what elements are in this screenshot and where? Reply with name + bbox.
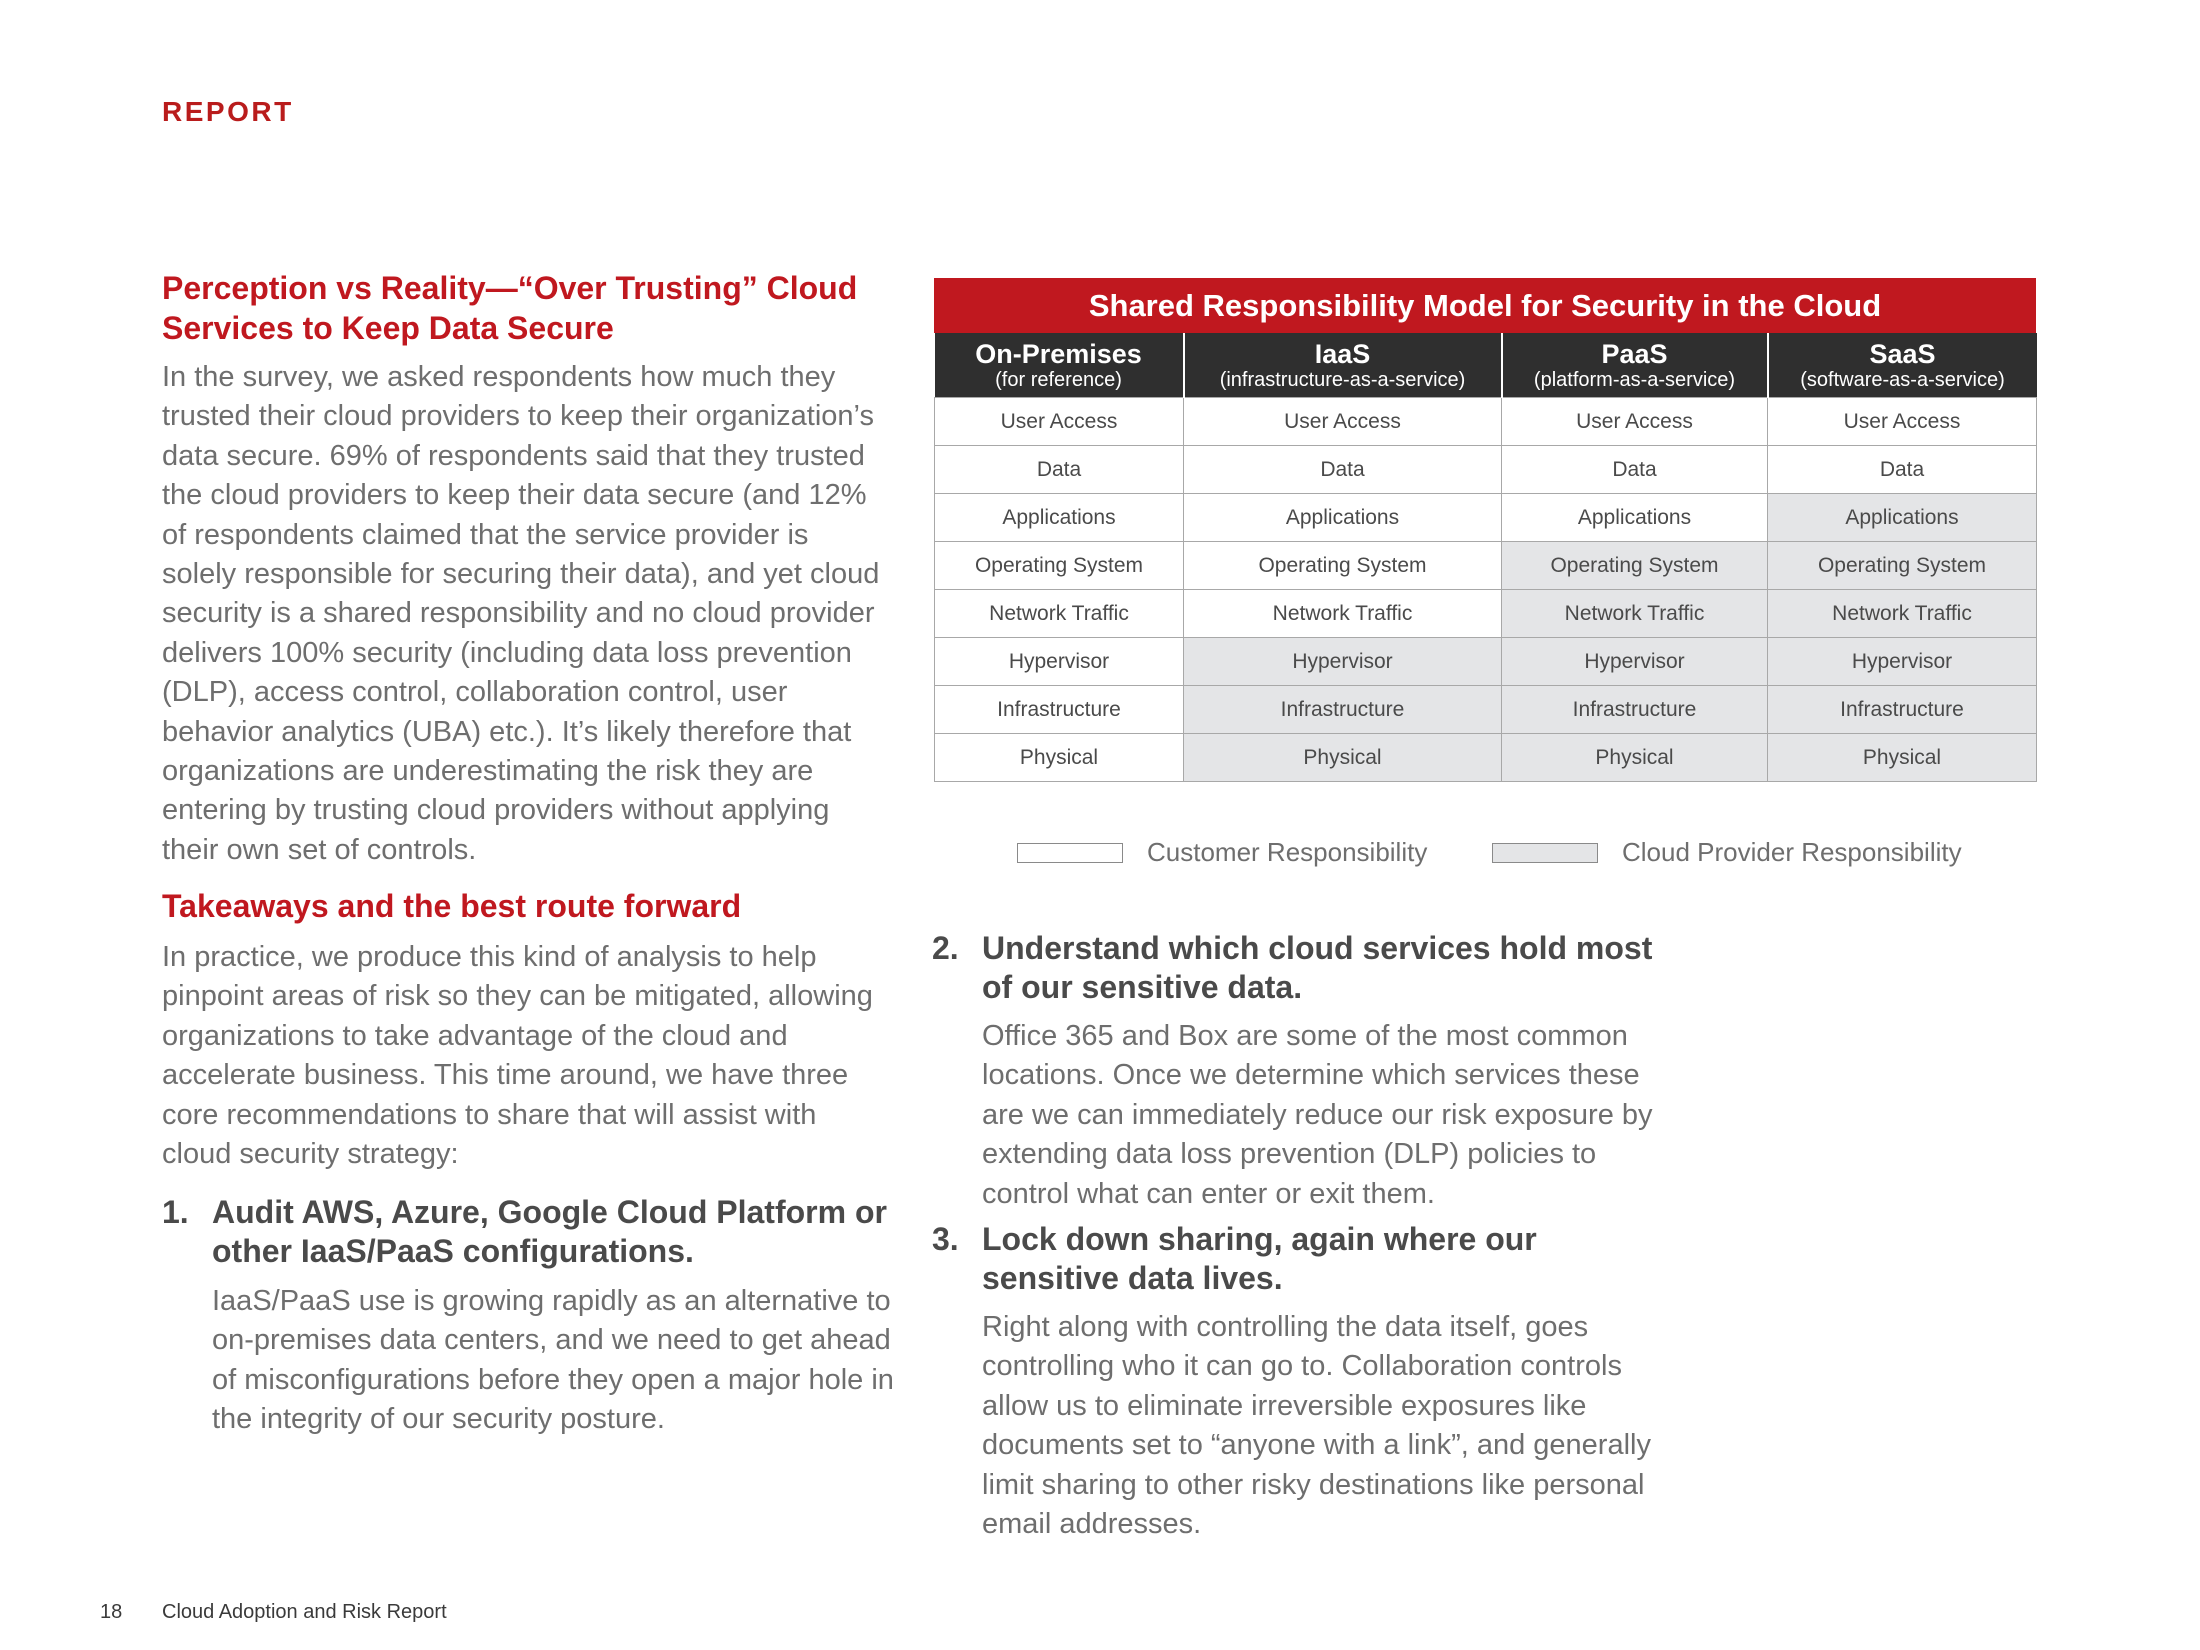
table-cell: Physical	[1768, 734, 2037, 782]
recommendation-1-title: Audit AWS, Azure, Google Cloud Platform or other IaaS/PaaS configurations.	[212, 1194, 887, 1269]
table-cell: Data	[1184, 446, 1502, 494]
section-heading-perception: Perception vs Reality—“Over Trusting” Cloud Services to Keep Data Secure	[162, 270, 858, 346]
table-row	[935, 686, 2037, 734]
table-row	[935, 638, 2037, 686]
table-row	[935, 542, 2037, 590]
paragraph-survey: In the survey, we asked respondents how much they trusted their cloud providers to keep their organization’s data secure. 69% of respondents said that they trusted the cloud providers to keep their data secure (and 12% of respondents claimed that the service provider is solely responsible for securing their data), and yet cloud security is a shared responsibility and no cloud provider delivers 100% security (including data loss prevention (DLP), access control, collaboration control, user behavior analytics (UBA) etc.). It’s likely therefore that organizations are underestimating the risk they are entering by trusting cloud providers without applying their own set of controls.	[162, 361, 880, 866]
table-title: Shared Responsibility Model for Security in the Cloud	[934, 278, 2036, 333]
column-header-saas: SaaS (software-as-a-service)	[1768, 333, 2037, 398]
table-cell: Operating System	[1768, 542, 2037, 590]
recommendation-2-number: 2.	[932, 930, 959, 966]
shared-responsibility-table	[934, 278, 2036, 782]
column-header-paas: PaaS (platform-as-a-service)	[1502, 333, 1768, 398]
table-row	[935, 734, 2037, 782]
table-row	[935, 446, 2037, 494]
report-tag: REPORT	[162, 96, 294, 127]
table-cell: Infrastructure	[1184, 686, 1502, 734]
legend-swatch-provider	[1492, 843, 1598, 863]
table-cell: User Access	[1502, 398, 1768, 446]
table-cell: Data	[935, 446, 1184, 494]
table-cell: Hypervisor	[1184, 638, 1502, 686]
recommendation-3-title: Lock down sharing, again where our sensitive data lives.	[982, 1221, 1537, 1296]
table-cell: Operating System	[1502, 542, 1768, 590]
table-cell: User Access	[935, 398, 1184, 446]
table-cell: Hypervisor	[1502, 638, 1768, 686]
footer-title: Cloud Adoption and Risk Report	[162, 1601, 447, 1623]
table-cell: Data	[1502, 446, 1768, 494]
page-number: 18	[100, 1601, 123, 1623]
recommendation-2-title: Understand which cloud services hold most of our sensitive data.	[982, 930, 1653, 1005]
table-cell: Applications	[935, 494, 1184, 542]
table-cell: Physical	[1184, 734, 1502, 782]
table-cell: Network Traffic	[935, 590, 1184, 638]
paragraph-takeaways: In practice, we produce this kind of analysis to help pinpoint areas of risk so they can be mitigated, allowing organizations to take advantage of the cloud and accelerate business. This time around, we have three core recommendations to share that will assist with cloud security strategy:	[162, 941, 873, 1171]
table-cell: Data	[1768, 446, 2037, 494]
recommendation-1-body: IaaS/PaaS use is growing rapidly as an alternative to on-premises data centers, and we need to get ahead of misconfigurations before they open a major hole in the integrity of our security posture.	[212, 1285, 894, 1436]
table-cell: Network Traffic	[1768, 590, 2037, 638]
responsibility-grid	[934, 333, 2037, 782]
table-cell: Network Traffic	[1184, 590, 1502, 638]
table-row	[935, 398, 2037, 446]
column-header-iaas: IaaS (infrastructure-as-a-service)	[1184, 333, 1502, 398]
recommendation-3-body: Right along with controlling the data itself, goes controlling who it can go to. Collaboration controls allow us to eliminate irreversible exposures like documents set to “anyone with a link”, and generally limit sharing to other risky destinations like personal email addresses.	[982, 1311, 1651, 1541]
recommendation-3-number: 3.	[932, 1221, 959, 1257]
table-cell: User Access	[1184, 398, 1502, 446]
table-cell: Applications	[1184, 494, 1502, 542]
table-row	[935, 590, 2037, 638]
table-cell: Infrastructure	[935, 686, 1184, 734]
legend-label-provider: Cloud Provider Responsibility	[1622, 837, 1962, 867]
table-cell: Applications	[1502, 494, 1768, 542]
table-cell: User Access	[1768, 398, 2037, 446]
table-cell: Infrastructure	[1768, 686, 2037, 734]
table-row	[935, 494, 2037, 542]
section-heading-takeaways: Takeaways and the best route forward	[162, 888, 742, 924]
recommendation-2-body: Office 365 and Box are some of the most common locations. Once we determine which services these are we can immediately reduce our risk exposure by extending data loss prevention (DLP) policies to control what can enter or exit them.	[982, 1020, 1653, 1210]
table-cell: Hypervisor	[1768, 638, 2037, 686]
legend-label-customer: Customer Responsibility	[1147, 837, 1428, 867]
column-header-on-premises: On-Premises (for reference)	[935, 333, 1184, 398]
table-cell: Infrastructure	[1502, 686, 1768, 734]
table-cell: Network Traffic	[1502, 590, 1768, 638]
table-cell: Operating System	[1184, 542, 1502, 590]
table-cell: Hypervisor	[935, 638, 1184, 686]
table-cell: Operating System	[935, 542, 1184, 590]
table-cell: Physical	[1502, 734, 1768, 782]
table-cell: Applications	[1768, 494, 2037, 542]
table-cell: Physical	[935, 734, 1184, 782]
legend-swatch-customer	[1017, 843, 1123, 863]
recommendation-1-number: 1.	[162, 1194, 189, 1230]
